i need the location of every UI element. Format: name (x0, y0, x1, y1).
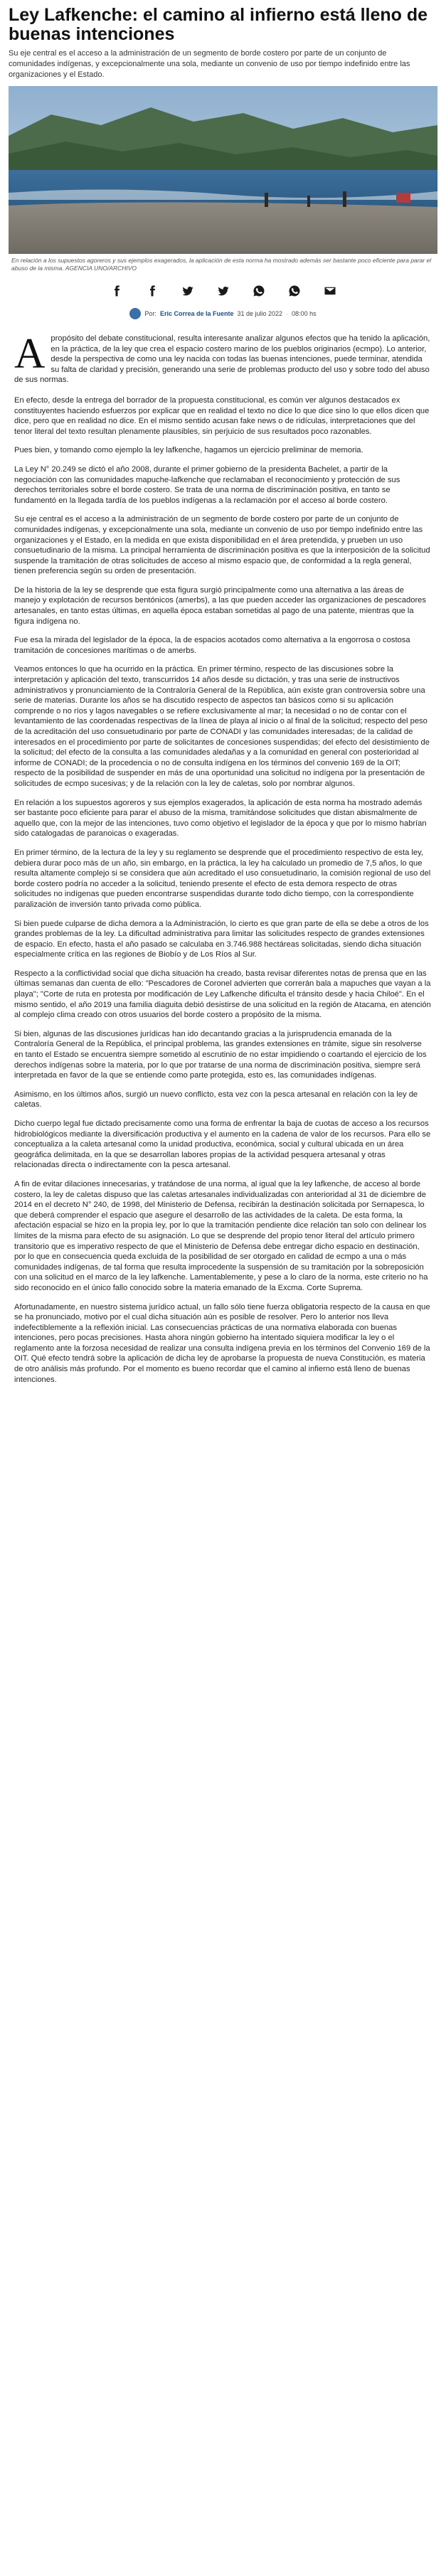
paragraph-11: Si bien puede culparse de dicha demora a la Administración, lo cierto es que gran parte de ella se debe a otros de los grandes problemas de la ley. La dificultad administrativa para limitar las solicitudes respecto de grandes extensiones de espacio. En efecto, hasta el año pasado se calculaba en 3.746.988 hectáreas solicitadas, siendo dicha situación especialmente crítica en las regiones de Biobío y de Los Ríos al Sur. (14, 919, 429, 959)
publish-date: 31 de julio 2022 (237, 310, 283, 317)
paragraph-8: Veamos entonces lo que ha ocurrido en la práctica. En primer término, respecto de las discusiones sobre la interpretación y aplicación del texto, transcurridos 14 años desde su dictación, y tras una serie de instructivos administrativos y pronunciamiento de la Contraloría General de la República, aún existe gran controversia sobre una serie de materias. Durante los años se ha discutido respecto de aspectos tan básicos como si su aplicación comprende o no ríos y lagos navegables o se refiere exclusivamente al mar; la necesidad o no de contar con el levantamiento de las coordenadas respectivas de la línea de playa al inicio o al final de la solicitud; respecto del peso de la acreditación del uso consuetudinario por parte de CONADI y las comunidades interesadas; de la calidad de interesados en el procedimiento por parte de solicitantes de concesiones suspendidas; del efecto del desistimiento de la solicitud; del efecto de la consulta a las comunidades aledañas y a la comunidad en general con posterioridad al informe de CONADI; de la procedencia o no de consulta indígena en los términos del convenio 169 de la OIT; respecto de la posibilidad de suspender en más de una oportunidad una solicitud no indígena por la presentación de solicitudes de ecmpo sucesivas; y de la relación con la ley de caletas, solo por nombrar algunos. (14, 665, 430, 788)
byline-prefix: Por: (144, 310, 156, 317)
share-email-button[interactable] (322, 282, 339, 299)
paragraph-3: Pues bien, y tomando como ejemplo la ley lafkenche, hagamos un ejercicio preliminar de memoria. (14, 446, 363, 455)
hero-figure (9, 86, 437, 272)
headline: Ley Lafkenche: el camino al infierno está lleno de buenas intenciones (9, 5, 428, 44)
paragraph-10: En primer término, de la lectura de la ley y su reglamento se desprende que el procedimiento respectivo de esta ley, debiera durar poco más de un año, sin embargo, en la práctica, la ley ha calculado un promedio de 7,5 años, lo que resulta altamente complejo si se considera que aún acreditado el uso consuetudinario, la comisión regional de uso del borde costero podría no acceder a la solicitud, teniendo presente el efecto de esta demora respecto de otras solicitudes no indígenas que pueden encontrarse suspendidas durante todo dicho tiempo, con la correspondiente paralización de inversión tanto privada como pública. (14, 848, 431, 909)
photo-caption: En relación a los supuestos agoreros y sus ejemplos exagerados, la aplicación de esta norma ha mostrado además ser bastante poco eficiente para parar el abuso de la misma. AGENCIA UNO/ARCHIVO (11, 257, 432, 272)
share-whatsapp-alt-button[interactable] (286, 282, 303, 299)
paragraph-1-text: propósito del debate constitucional, resulta interesante analizar algunos efectos que ha tenido la aplicación, en la práctica, de la ley que crea el espacio costero marino de los pueblos originarios (ecmpo). Lo anterior, desde la perspectiva de como una ley nacida con todas las buenas intenciones, puede terminar, atendida su falta de claridad y precisión, generando una serie de problemas producto del uso y sobre todo del abuso de sus normas. (14, 334, 430, 385)
share-facebook-button[interactable] (108, 282, 125, 299)
twitter-icon (181, 284, 194, 297)
lede: Su eje central es el acceso a la administración de un segmento de borde costero por parte de un conjunto de comunidades indígenas, y excepcionalmente una sola, mediante un convenio de uso por tiempo indefinido entre las organizaciones y el Estado. (9, 49, 410, 79)
paragraph-17: Afortunadamente, en nuestro sistema jurídico actual, un fallo sólo tiene fuerza obligatoria respecto de la causa en que se ha pronunciado, motivo por el cual dicha situación aún es posible de resolver. Pero lo anterior nos lleva indefectiblemente a la reflexión inicial. Las consecuencias prácticas de una normativa elaborada con buenas intenciones, pero pocas precisiones. Hasta ahora ningún gobierno ha intentado siquiera modificar la ley o el reglamento ante la forzosa necesidad de realizar una consulta indígena previa en los términos del Convenio 169 de la OIT. Qué efecto tendrá sobre la aplicación de dicha ley de aprobarse la propuesta de nueva Constitución, es materia de otro análisis más profundo. Por el momento es bueno recordar que el camino al infierno está lleno de buenas intenciones. (14, 1302, 430, 1384)
paragraph-1 (14, 330, 432, 385)
facebook-icon (146, 284, 159, 297)
paragraph-9: En relación a los supuestos agoreros y sus ejemplos exagerados, la aplicación de esta norma ha mostrado además ser bastante poco eficiente para parar el abuso de la misma, tramitándose solicitudes que distan abismalmente de aquello que, con la mejor de las intenciones, tuvo como objetivo el legislador de la época y que por lo mismo habrían sido catalogadas de paranoicas o exageradas. (14, 798, 427, 839)
paragraph-14: Asimismo, en los últimos años, surgió un nuevo conflicto, esta vez con la pesca artesanal en relación con la ley de caletas. (14, 1090, 418, 1109)
share-twitter-button[interactable] (179, 282, 196, 299)
author-link[interactable]: Eric Correa de la Fuente (159, 310, 234, 317)
dropcap: A (14, 330, 46, 377)
byline (9, 308, 437, 319)
email-icon (324, 284, 336, 297)
share-facebook-alt-button[interactable] (144, 282, 161, 299)
whatsapp-icon (253, 284, 265, 297)
hero-photo[interactable] (9, 86, 437, 254)
paragraph-4: La Ley N° 20.249 se dictó el año 2008, durante el primer gobierno de la presidenta Bachelet, a partir de la negociación con las comunidades mapuche-lafkenche que reclamaban el reconocimiento y protección de sus derechos territoriales sobre el borde costero. Se trata de una norma de discriminación positiva, en tanto se fundamentó en la llegada tardía de los pueblos indígenas a la reclamación por el acceso al borde costero. (14, 464, 400, 505)
share-twitter-alt-button[interactable] (215, 282, 232, 299)
author-avatar (129, 308, 141, 319)
paragraph-12: Respecto a la conflictividad social que dicha situación ha creado, basta revisar diferentes notas de prensa que en las últimas semanas dan cuenta de ello: "Pescadores de Coronel advierten que correrán bala a mapuches que vayan a la playa"; "Corte de ruta en protesta por modificación de Ley Lafkenche dificulta el tránsito desde y hacia Chiloé". En el mismo sentido, el año 2019 una familia diaguita debió desistirse de una solicitud en la región de Atacama, en atención al complejo clima creado con otros usuarios del borde costero a propósito de la misma. (14, 969, 431, 1020)
paragraph-13: Si bien, algunas de las discusiones jurídicas han ido decantando gracias a la jurisprudencia emanada de la Contraloría General de la República, el principal problema, las grandes extensiones en trámite, sigue sin resolverse en tanto el Estado se encuentra siempre sometido al escrutinio de no estar impidiendo o coartando el ejercicio de los derechos indígenas sobre la materia, por lo que por tratarse de una norma de discriminación positiva, siempre será interpretada en favor de la que se entiende como parte protegida, esto es, las comunidades indígenas. (14, 1029, 427, 1080)
paragraph-5: Su eje central es el acceso a la administración de un segmento de borde costero por parte de un conjunto de comunidades indígenas, y excepcionalmente una sola, mediante un convenio de uso por tiempo indefinido entre las organizaciones y el Estado, en la medida en que exista disponibilidad en el área pretendida, y prueben un uso consuetudinario de la misma. La principal herramienta de discriminación positiva es que la interposición de la solicitud suspende la tramitación de otras solicitudes de acceso al mismo espacio que, de conformidad a la regla general, tienen preferencia según su orden de presentación. (14, 515, 430, 576)
paragraph-16: A fin de evitar dilaciones innecesarias, y tratándose de una norma, al igual que la ley lafkenche, de acceso al borde costero, la ley de caletas dispuso que las caletas artesanales individualizadas con anterioridad al 31 de diciembre de 2014 en el decreto N° 240, de 1998, del Ministerio de Defensa, recibirán la destinación solicitada por Sernapesca, lo que deberá comprender el espacio que asegure el desarrollo de las actividades de la caleta. De esta forma, la afectación espacial se hizo en la propia ley, por lo que la tramitación pendiente dice relación tan solo con delinear los límites de la misma para efecto de su asignación. Lo que se desprende del propio tenor literal del artículo primero transitorio que es imperativo respecto de que el Ministerio de Defensa debe entregar dicho espacio en destinación, por lo que en consecuencia queda excluida de la posibilidad de ser otorgado en calidad de ecmpo a una o más comunidades indígenas, de tal forma que resulta improcedente la suspensión de su tramitación por la sobreposición con una solicitud en el marco de la ley lafkenche. Lamentablemente, y pese a lo claro de la norma, este criterio no ha sido reconocido en el único fallo conocido sobre la materia emanado de la Excma. Corte Suprema. (14, 1179, 428, 1292)
whatsapp-icon (288, 284, 301, 297)
facebook-icon (110, 284, 123, 297)
publish-time: 08:00 hs (292, 310, 317, 317)
paragraph-6: De la historia de la ley se desprende que esta figura surgió principalmente como una alternativa a las áreas de manejo y explotación de recursos bentónicos (amerbs), a las que pueden acceder las organizaciones de pescadores artesanales, en tanto estas últimas, en aquella época estaban sometidas al pago de una patente, mientras que la figura indígena no. (14, 585, 426, 626)
article-body (9, 330, 437, 1385)
paragraph-2: En efecto, desde la entrega del borrador de la propuesta constitucional, es común ver algunos destacados ex constituyentes haciendo esfuerzos por explicar que en realidad el texto no dice lo que dice sino lo que ellos dicen que dice, pero que en realidad no dice. En el mismo sentido acusan fake news o de ridículas, interpretaciones que del tenor literal del texto resultan plenamente plausibles, sin perjuicio de sus resultados poco razonables. (14, 395, 430, 436)
share-bar (9, 282, 437, 299)
paragraph-7: Fue esa la mirada del legislador de la época, la de espacios acotados como alternativa a la engorrosa o costosa tramitación de concesiones marítimas o de amerbs. (14, 636, 410, 655)
paragraph-15: Dicho cuerpo legal fue dictado precisamente como una forma de enfrentar la baja de cuotas de acceso a los recursos hidrobiológicos mediante la diversificación productiva y el aumento en la cadena de valor de los recursos. Para ello se conceptualiza a la caleta artesanal como la unidad productiva, económica, social y cultural ubicada en un área geográfica delimitada, en la que se desarrollan labores propias de la actividad pesquera artesanal y otras relacionadas directa o indirectamente con la pesca artesanal. (14, 1119, 431, 1170)
share-whatsapp-button[interactable] (250, 282, 267, 299)
hero-photo-illustration (9, 86, 437, 254)
byline-separator: · (286, 310, 289, 317)
twitter-icon (217, 284, 230, 297)
